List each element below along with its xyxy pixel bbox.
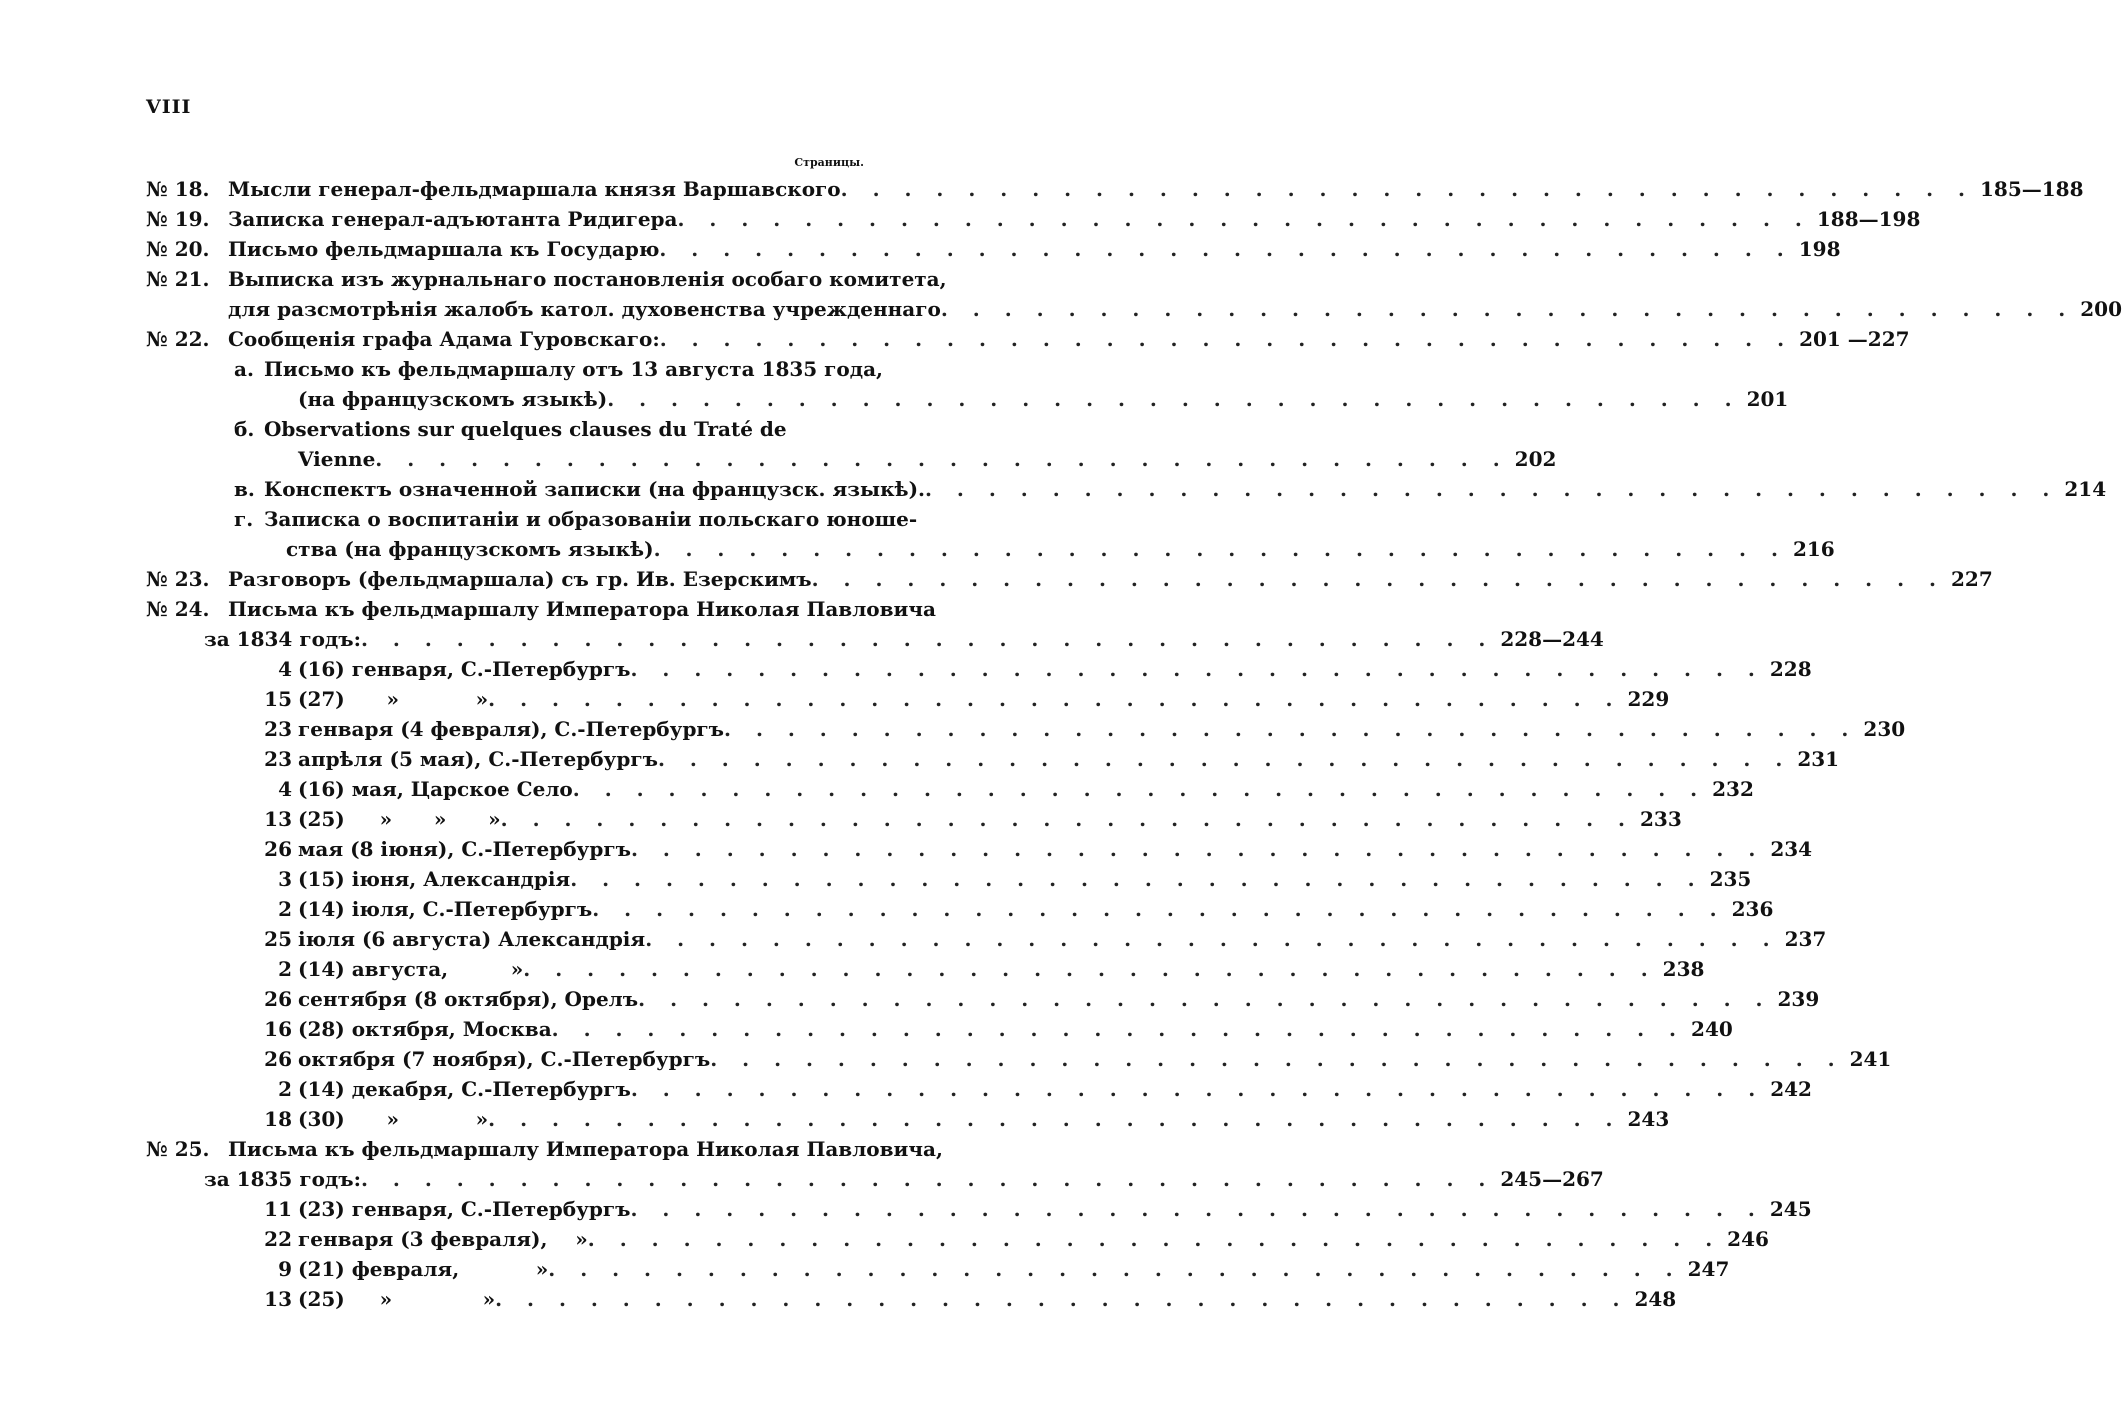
toc-entry-page: 229 <box>1627 687 1670 711</box>
toc-entry-title: мая (8 іюня), С.-Петербургъ <box>298 837 631 861</box>
toc-entry-title: Мысли генерал-фельдмаршала князя Варшавского <box>228 177 841 201</box>
toc-entry-page: 236 <box>1731 897 1774 921</box>
toc-entry <box>234 354 884 384</box>
toc-entry <box>146 234 1841 264</box>
toc-entry <box>258 864 1752 894</box>
toc-entry-page: 228 <box>1769 657 1812 681</box>
toc-entry-page: 243 <box>1627 1107 1670 1131</box>
toc-entry-page: 234 <box>1770 837 1813 861</box>
toc-entry-title: Письма къ фельдмаршалу Императора Николая Павловича <box>228 597 936 621</box>
toc-entry <box>258 1254 1730 1284</box>
toc-entry <box>286 534 1835 564</box>
toc-entry-page: 238 <box>1662 957 1705 981</box>
toc-entry-title: (30) » » <box>298 1107 489 1131</box>
toc-entry-page: 198 <box>1798 237 1841 261</box>
toc-entry <box>258 984 1820 1014</box>
toc-entry-number: 3 <box>278 867 292 891</box>
toc-entry-title: (14) декабря, С.-Петербургъ <box>298 1077 631 1101</box>
toc-entry-title: Записка о воспитаніи и образованіи польскаго юноше- <box>264 507 918 531</box>
dot-leader: . . . . . . . . . . . . . . . . . . . . . . . . . . . . . . . . . . . . <box>523 957 1657 981</box>
toc-entry-number: 11 <box>264 1197 292 1221</box>
toc-entry-number: 16 <box>264 1017 292 1041</box>
toc-entry <box>258 894 1774 924</box>
toc-entry <box>258 1074 1812 1104</box>
toc-entry-number: 15 <box>264 687 292 711</box>
toc-entry-title: за 1834 годъ: <box>204 627 361 651</box>
toc-entry-number: № 21. <box>146 267 210 291</box>
toc-entry-number: № 20. <box>146 237 210 261</box>
toc-entry <box>258 1044 1892 1074</box>
dot-leader: . . . . . . . . . . . . . . . . . . . . . . . . . . . . . . . . . . . . <box>488 687 1622 711</box>
toc-entry-page: 241 <box>1849 1047 1892 1071</box>
toc-entry-number: № 24. <box>146 597 210 621</box>
toc-entry <box>258 1284 1677 1314</box>
toc-entry <box>258 714 1906 744</box>
toc-entry-page: 227 <box>1951 567 1993 591</box>
dot-leader: . . . . . . . . . . . . . . . . . . . . . . . . . . . . . . . . . . . . <box>500 807 1635 831</box>
dot-leader: . . . . . . . . . . . . . . . . . . . . . . . . . . . . . . . . . . . . <box>724 717 1858 741</box>
toc-entry <box>258 1224 1769 1254</box>
toc-entry-page: 248 <box>1634 1287 1677 1311</box>
toc-entry-title: (25) » » » <box>298 807 501 831</box>
toc-entry-number: 18 <box>264 1107 292 1131</box>
toc-entry <box>234 414 862 444</box>
toc-entry-title: апрѣля (5 мая), С.-Петербургъ <box>298 747 658 771</box>
toc-entry <box>258 1014 1733 1044</box>
toc-entry-page: 201 <box>1746 387 1789 411</box>
toc-entry-title: Конспектъ означенной записки (на французск. языкѣ). <box>264 477 925 501</box>
toc-entry-page: 214 <box>2064 477 2107 501</box>
dot-leader: . . . . . . . . . . . . . . . . . . . . . . . . . . . . . . . . . . . . <box>592 897 1726 921</box>
toc-entry-title: Письмо фельдмаршала къ Государю <box>228 237 660 261</box>
toc-entry-page: 235 <box>1709 867 1752 891</box>
toc-entry-title: іюля (6 августа) Александрія <box>298 927 646 951</box>
toc-entry-title: (на французскомъ языкѣ) <box>298 387 608 411</box>
toc-entry <box>258 924 1827 954</box>
toc-entry-page: 216 <box>1792 537 1835 561</box>
dot-leader: . . . . . . . . . . . . . . . . . . . . . . . . . . . . . . . . . . . . <box>630 1077 1765 1101</box>
toc-entry-page: 239 <box>1777 987 1820 1011</box>
dot-leader: . . . . . . . . . . . . . . . . . . . . . . . . . . . . . . . . . . . . <box>630 657 1764 681</box>
dot-leader: . . . . . . . . . . . . . . . . . . . . . . . . . . . . . . . . . . . . <box>657 747 1792 771</box>
toc-entry <box>228 294 2122 324</box>
toc-entry-page: 242 <box>1770 1077 1812 1101</box>
toc-entry <box>298 384 1789 414</box>
dot-leader: . . . . . . . . . . . . . . . . . . . . . . . . . . . . . . . . . . . . <box>925 477 2059 501</box>
toc-entry <box>234 504 918 534</box>
toc-entry <box>298 444 1557 474</box>
toc-entry-number: 4 <box>278 657 292 681</box>
toc-entry <box>258 1104 1670 1134</box>
toc-entry-number: 26 <box>264 1047 292 1071</box>
toc-entry-page: 200 <box>2080 297 2122 321</box>
toc-entry-page: 233 <box>1640 807 1682 831</box>
toc-entry <box>258 954 1705 984</box>
toc-entry-page: 185—188 <box>1980 177 2084 201</box>
dot-leader: . . . . . . . . . . . . . . . . . . . . . . . . . . . . . . . . . . . . <box>570 867 1704 891</box>
toc-entry-number: 2 <box>278 957 292 981</box>
dot-leader: . . . . . . . . . . . . . . . . . . . . . . . . . . . . . . . . . . . . <box>811 567 1945 591</box>
dot-leader: . . . . . . . . . . . . . . . . . . . . . . . . . . . . . . . . . . . . <box>840 177 1975 201</box>
toc-entry-page: 232 <box>1712 777 1754 801</box>
toc-entry-number: 2 <box>278 1077 292 1101</box>
dot-leader: . . . . . . . . . . . . . . . . . . . . . . . . . . . . . . . . . . . . <box>572 777 1707 801</box>
toc-entry-title: генваря (4 февраля), С.-Петербургъ <box>298 717 725 741</box>
dot-leader: . . . . . . . . . . . . . . . . . . . . . . . . . . . . . . . . . . . . <box>630 837 1765 861</box>
toc-entry-title: Сообщенія графа Адама Гуровскаго: <box>228 327 660 351</box>
toc-entry-page: 188—198 <box>1816 207 1921 231</box>
toc-entry <box>146 204 1921 234</box>
toc-entry-page: 246 <box>1727 1227 1769 1251</box>
toc-entry-title: генваря (3 февраля), » <box>298 1227 588 1251</box>
toc-entry <box>258 684 1670 714</box>
dot-leader: . . . . . . . . . . . . . . . . . . . . . . . . . . . . . . . . . . . . <box>495 1287 1629 1311</box>
toc-entry-title: для разсмотрѣнія жалобъ катол. духовенства учрежденнаго <box>228 297 941 321</box>
toc-entry-page: 245 <box>1769 1197 1812 1221</box>
toc-entry-number: 26 <box>264 987 292 1011</box>
dot-leader: . . . . . . . . . . . . . . . . . . . . . . . . . . . . . . . . . . . . <box>710 1047 1844 1071</box>
toc-entry <box>146 564 1993 594</box>
toc-entry-title: (16) генваря, С.-Петербургъ <box>298 657 631 681</box>
dot-leader: . . . . . . . . . . . . . . . . . . . . . . . . . . . . . . . . . . . . <box>659 237 1793 261</box>
toc-entry-title: (27) » » <box>298 687 489 711</box>
toc-entry-number: б. <box>234 417 255 441</box>
toc-entry-title: октября (7 ноября), С.-Петербургъ <box>298 1047 711 1071</box>
toc-entry-number: 22 <box>264 1227 292 1251</box>
dot-leader: . . . . . . . . . . . . . . . . . . . . . . . . . . . . . . . . . . . . <box>551 1017 1686 1041</box>
toc-entry-title: Выписка изъ журнальнаго постановленія особаго комитета, <box>228 267 947 291</box>
toc-entry-number: 4 <box>278 777 292 801</box>
toc-entry-page: 231 <box>1797 747 1840 771</box>
dot-leader: . . . . . . . . . . . . . . . . . . . . . . . . . . . . . . . . . . . . <box>375 447 1509 471</box>
toc-entry <box>146 324 1910 354</box>
toc-entry-title: Vienne <box>298 447 376 471</box>
toc-entry-title: сентября (8 октября), Орелъ <box>298 987 639 1011</box>
toc-entry <box>258 834 1813 864</box>
toc-entry-number: 13 <box>264 807 292 831</box>
toc-entry-page: 201 —227 <box>1799 327 1910 351</box>
toc-entry <box>258 1194 1812 1224</box>
toc-entry-number: 23 <box>264 747 292 771</box>
toc-entry-number: 23 <box>264 717 292 741</box>
dot-leader: . . . . . . . . . . . . . . . . . . . . . . . . . . . . . . . . . . . . <box>659 327 1794 351</box>
toc-entry-page: 230 <box>1863 717 1906 741</box>
dot-leader: . . . . . . . . . . . . . . . . . . . . . . . . . . . . . . . . . . . . <box>940 297 2075 321</box>
toc-entry-page: 245—267 <box>1500 1167 1604 1191</box>
toc-entry-title: Разговоръ (фельдмаршала) съ гр. Ив. Езерскимъ <box>228 567 812 591</box>
toc-entry-page: 247 <box>1687 1257 1730 1281</box>
toc-entry-number: 9 <box>278 1257 292 1281</box>
toc-entry-title: ства (на французскомъ языкѣ) <box>286 537 654 561</box>
toc-entry-title: Observations sur quelques clauses du Traté de <box>264 417 787 441</box>
toc-entry <box>204 1164 1604 1194</box>
toc-entry-title: (25) » » <box>298 1287 496 1311</box>
dot-leader: . . . . . . . . . . . . . . . . . . . . . . . . . . . . . . . . . . . . <box>607 387 1741 411</box>
toc-entry-number: в. <box>234 477 255 501</box>
toc-entry <box>146 264 947 294</box>
page-number: VIII <box>146 96 192 118</box>
toc-entry-number: № 25. <box>146 1137 210 1161</box>
toc-entry <box>258 744 1840 774</box>
dot-leader: . . . . . . . . . . . . . . . . . . . . . . . . . . . . . . . . . . . . <box>488 1107 1622 1131</box>
toc-entry-title: (28) октября, Москва <box>298 1017 552 1041</box>
toc-entry <box>146 594 936 624</box>
toc-entry-number: 25 <box>264 927 292 951</box>
toc-entry-title: Письмо къ фельдмаршалу отъ 13 августа 1835 года, <box>264 357 884 381</box>
toc-entry <box>258 804 1682 834</box>
toc-entry-number: г. <box>234 507 254 531</box>
toc-entry-number: 26 <box>264 837 292 861</box>
toc-entry-title: (16) мая, Царское Село <box>298 777 573 801</box>
dot-leader: . . . . . . . . . . . . . . . . . . . . . . . . . . . . . . . . . . . . <box>587 1227 1722 1251</box>
dot-leader: . . . . . . . . . . . . . . . . . . . . . . . . . . . . . . . . . . . . <box>360 627 1495 651</box>
toc-entry <box>258 654 1812 684</box>
dot-leader: . . . . . . . . . . . . . . . . . . . . . . . . . . . . . . . . . . . . <box>677 207 1811 231</box>
toc-entry <box>234 474 2107 504</box>
toc-entry <box>204 624 1604 654</box>
dot-leader: . . . . . . . . . . . . . . . . . . . . . . . . . . . . . . . . . . . . <box>638 987 1772 1011</box>
toc-entry-number: № 22. <box>146 327 210 351</box>
dot-leader: . . . . . . . . . . . . . . . . . . . . . . . . . . . . . . . . . . . . <box>548 1257 1682 1281</box>
toc-entry-title: Записка генерал-адъютанта Ридигера <box>228 207 678 231</box>
toc-entry-title: (21) февраля, » <box>298 1257 549 1281</box>
toc-entry-title: (14) августа, » <box>298 957 524 981</box>
toc-entry-title: за 1835 годъ: <box>204 1167 361 1191</box>
dot-leader: . . . . . . . . . . . . . . . . . . . . . . . . . . . . . . . . . . . . <box>653 537 1787 561</box>
dot-leader: . . . . . . . . . . . . . . . . . . . . . . . . . . . . . . . . . . . . <box>630 1197 1764 1221</box>
toc-entry <box>146 174 2084 204</box>
dot-leader: . . . . . . . . . . . . . . . . . . . . . . . . . . . . . . . . . . . . <box>645 927 1779 951</box>
toc-entry-page: 240 <box>1691 1017 1733 1041</box>
toc-entry-number: а. <box>234 357 254 381</box>
toc-entry-title: Письма къ фельдмаршалу Императора Николая Павловича, <box>228 1137 943 1161</box>
toc-entry-number: № 18. <box>146 177 210 201</box>
dot-leader: . . . . . . . . . . . . . . . . . . . . . . . . . . . . . . . . . . . . <box>360 1167 1495 1191</box>
toc-entry-number: 2 <box>278 897 292 921</box>
toc-entry-title: (14) іюля, С.-Петербургъ <box>298 897 593 921</box>
toc-entry-number: № 23. <box>146 567 210 591</box>
column-header-pages: Страницы. <box>794 156 864 169</box>
toc-entry <box>258 774 1754 804</box>
toc-entry-title: (23) генваря, С.-Петербургъ <box>298 1197 631 1221</box>
toc-entry-page: 228—244 <box>1500 627 1604 651</box>
toc-entry <box>146 1134 943 1164</box>
toc-entry-page: 237 <box>1784 927 1827 951</box>
toc-entry-title: (15) іюня, Александрія <box>298 867 571 891</box>
toc-entry-page: 202 <box>1514 447 1557 471</box>
toc-entry-number: № 19. <box>146 207 210 231</box>
toc-entry-number: 13 <box>264 1287 292 1311</box>
